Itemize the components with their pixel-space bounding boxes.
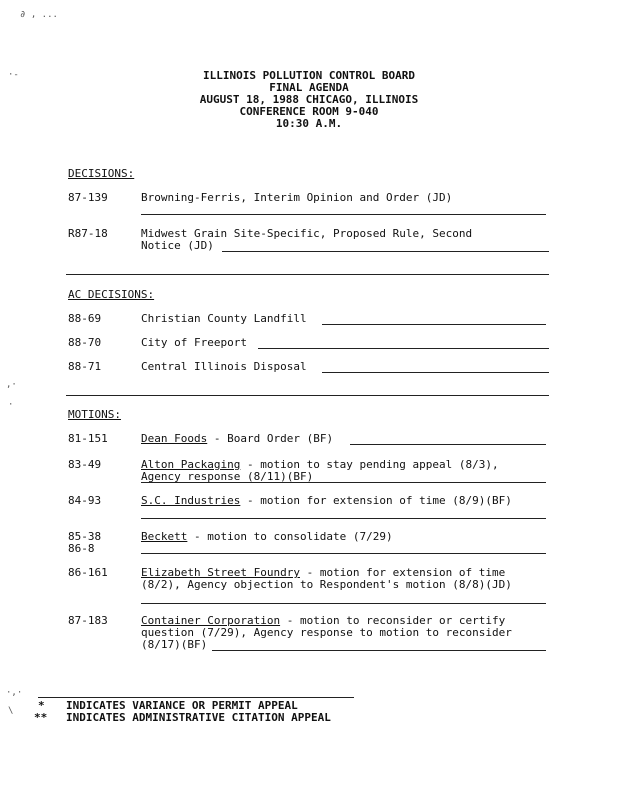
header-time: 10:30 A.M. [275,117,343,130]
scan-speck: ,· [6,380,17,390]
item-description: Browning-Ferris, Interim Opinion and Order (JD) [141,191,453,204]
docket-number: R87-18 [68,227,108,240]
docket-number: 87-139 [68,191,108,204]
header-title: FINAL AGENDA [269,81,349,94]
docket-number: 84-93 [68,494,102,507]
section-heading: MOTIONS: [68,408,121,421]
docket-number: 88-71 [68,360,102,373]
notes-line [322,324,546,325]
scan-speck: \ [8,706,14,716]
notes-line [141,482,546,483]
scan-speck: ·- [8,70,19,80]
notes-line [66,395,549,396]
notes-line [141,214,546,215]
scan-speck: · [8,400,14,410]
item-description: Christian County Landfill [141,312,307,325]
party-name: Dean Foods [141,432,208,445]
item-description: - motion for extension of time (8/9)(BF) [240,494,512,507]
section-heading: AC DECISIONS: [68,288,155,301]
docket-number: 85-38 [68,530,102,543]
item-description: - Board Order (BF) [207,432,334,445]
notes-line [212,650,546,651]
notes-line [350,444,546,445]
notes-line [141,553,546,554]
notes-line [141,518,546,519]
party-name: Beckett [141,530,188,543]
item-description-cont: Notice (JD) [141,239,214,252]
footnote-separator [38,697,354,698]
item-description: - motion for extension of time [299,566,506,579]
corner-scan-mark: ∂ , ... [20,10,58,20]
item-description: - motion to consolidate (7/29) [187,530,393,543]
footnote-text: INDICATES VARIANCE OR PERMIT APPEAL [66,699,298,712]
docket-number: 87-183 [68,614,108,627]
header-room: CONFERENCE ROOM 9-040 [239,105,379,118]
docket-number: 83-49 [68,458,102,471]
party-name: Alton Packaging [141,458,241,471]
section-heading: DECISIONS: [68,167,135,180]
footnote-mark: ** [34,711,48,724]
footnote-mark: * [38,699,45,712]
item-description-cont: question (7/29), Agency response to motion to reconsider [141,626,512,639]
notes-line [222,251,549,252]
header-org: ILLINOIS POLLUTION CONTROL BOARD [203,69,415,82]
item-description: City of Freeport [141,336,247,349]
item-description: Central Illinois Disposal [141,360,307,373]
item-description-cont: (8/17)(BF) [141,638,208,651]
docket-number: 81-151 [68,432,108,445]
notes-line [258,348,549,349]
party-name: Container Corporation [141,614,281,627]
item-description: - motion to stay pending appeal (8/3), [240,458,499,471]
party-name: Elizabeth Street Foundry [141,566,300,579]
docket-number: 86-8 [68,542,95,555]
item-description: - motion to reconsider or certify [280,614,506,627]
docket-number: 88-70 [68,336,102,349]
docket-number: 86-161 [68,566,108,579]
party-name: S.C. Industries [141,494,241,507]
item-description-cont: Agency response (8/11)(BF) [141,470,314,483]
docket-number: 88-69 [68,312,102,325]
notes-line [66,274,549,275]
header-date-location: AUGUST 18, 1988 CHICAGO, ILLINOIS [199,93,419,106]
notes-line [141,603,546,604]
scan-speck: ·,· [6,688,23,698]
item-description: Midwest Grain Site-Specific, Proposed Rule, Second [141,227,473,240]
footnote-text: INDICATES ADMINISTRATIVE CITATION APPEAL [66,711,331,724]
item-description-cont: (8/2), Agency objection to Respondent's motion (8/8)(JD) [141,578,512,591]
notes-line [322,372,549,373]
